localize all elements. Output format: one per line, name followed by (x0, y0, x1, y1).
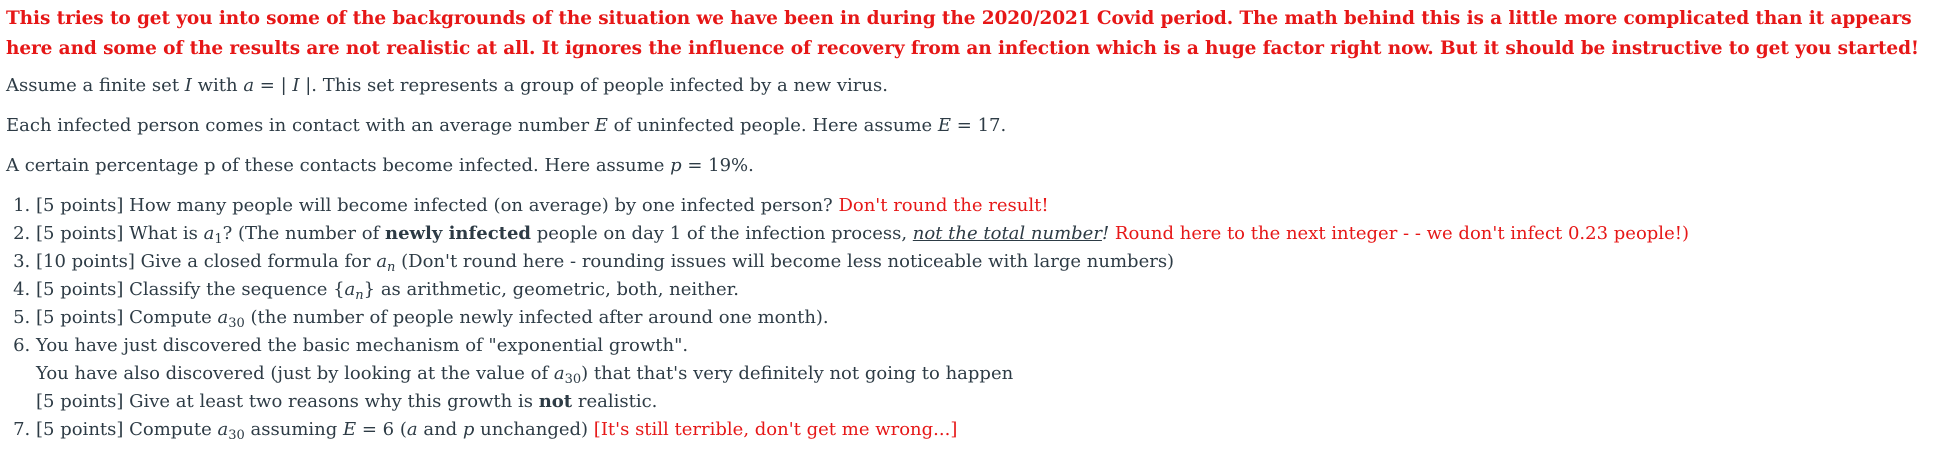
math-subscript: 30 (228, 316, 245, 331)
question-text: You have also discovered (just by looking at the value of (36, 363, 554, 384)
question-4 (36, 276, 1934, 304)
question-text: [10 points] Give a closed formula for (36, 251, 377, 272)
math-var: a (406, 419, 418, 440)
math-var: p (670, 155, 682, 176)
question-text: [5 points] Classify the sequence { (36, 279, 345, 300)
question-text: = 6 ( (356, 419, 407, 440)
question-text: [5 points] Compute (36, 307, 218, 328)
text-fragment: = 19%. (681, 155, 754, 176)
math-subscript: 1 (214, 232, 223, 247)
math-subscript: 30 (564, 372, 582, 387)
question-text: [5 points] How many people will become infected (on average) by one infected person? (36, 195, 839, 216)
math-var: a (553, 363, 565, 384)
math-var: I (292, 75, 300, 96)
question-text: (the number of people newly infected after around one month). (244, 307, 829, 328)
question-note: [It's still terrible, don't get me wrong...] (593, 419, 958, 440)
question-7 (36, 416, 1934, 444)
math-subscript: n (355, 288, 364, 303)
question-text: ! (1101, 223, 1115, 244)
math-subscript: 30 (228, 428, 245, 443)
question-text: unchanged) (474, 419, 594, 440)
question-1 (36, 192, 1934, 220)
question-5 (36, 304, 1934, 332)
math-var: a (243, 75, 255, 96)
text-fragment: = | (254, 75, 293, 96)
question-list (6, 192, 1934, 444)
question-6 (36, 332, 1934, 416)
underlined-emphasis: not the total number (912, 223, 1102, 244)
text-fragment: Assume a finite set (6, 75, 185, 96)
math-var: E (343, 419, 357, 440)
math-var: a (203, 223, 215, 244)
question-text: ? (The number of (222, 223, 385, 244)
text-fragment: A certain percentage p of these contacts become infected. Here assume (6, 155, 671, 176)
math-var: I (184, 75, 192, 96)
question-6-line-2 (36, 360, 1934, 388)
text-fragment: Each infected person comes in contact with an average number (6, 115, 595, 136)
math-var: a (344, 279, 356, 300)
math-var: a (217, 307, 229, 328)
paragraph-set-definition (6, 74, 1934, 98)
question-text: [5 points] Give at least two reasons why this growth is (36, 391, 539, 412)
question-6-line-1: 6. You have just discovered the basic mechanism of "exponential growth". (36, 335, 689, 356)
emphasis: newly infected (384, 223, 532, 244)
question-note: Round here to the next integer - - we don't infect 0.23 people!) (1114, 223, 1689, 244)
math-var: a (376, 251, 388, 272)
math-var: a (217, 419, 229, 440)
question-text: realistic. (572, 391, 658, 412)
question-text: ) that that's very definitely not going to happen (581, 363, 1014, 384)
question-text: [5 points] Compute (36, 419, 218, 440)
intro-warning: This tries to get you into some of the backgrounds of the situation we have been in during the 2020/2021 Covid period. The math behind this is a little more complicated than it appears here and some of the results are not realistic at all. It ignores the influence of recovery from an infection which is a huge factor right now. But it should be instructive to get you started! (6, 8, 1919, 59)
question-text: (Don't round here - rounding issues will become less noticeable with large numbers) (395, 251, 1175, 272)
question-note: Don't round the result! (838, 195, 1049, 216)
math-var: p (462, 419, 475, 440)
question-text: assuming (244, 419, 343, 440)
text-fragment: |. This set represents a group of people infected by a new virus. (299, 75, 888, 96)
emphasis: not (538, 391, 573, 412)
question-3 (36, 248, 1934, 276)
question-2 (36, 220, 1934, 248)
question-text: [5 points] What is (36, 223, 204, 244)
text-fragment: with (191, 75, 244, 96)
paragraph-percentage (6, 154, 1934, 178)
math-subscript: n (387, 260, 396, 275)
math-var: E (937, 115, 952, 136)
question-text: people on day 1 of the infection process, (531, 223, 913, 244)
text-fragment: = 17. (951, 115, 1007, 136)
question-text: and (417, 419, 463, 440)
text-fragment: of uninfected people. Here assume (607, 115, 938, 136)
math-var: E (594, 115, 608, 136)
paragraph-contacts (6, 114, 1934, 138)
question-text: } as arithmetic, geometric, both, neither. (363, 279, 739, 300)
question-6-line-3 (36, 388, 1934, 416)
